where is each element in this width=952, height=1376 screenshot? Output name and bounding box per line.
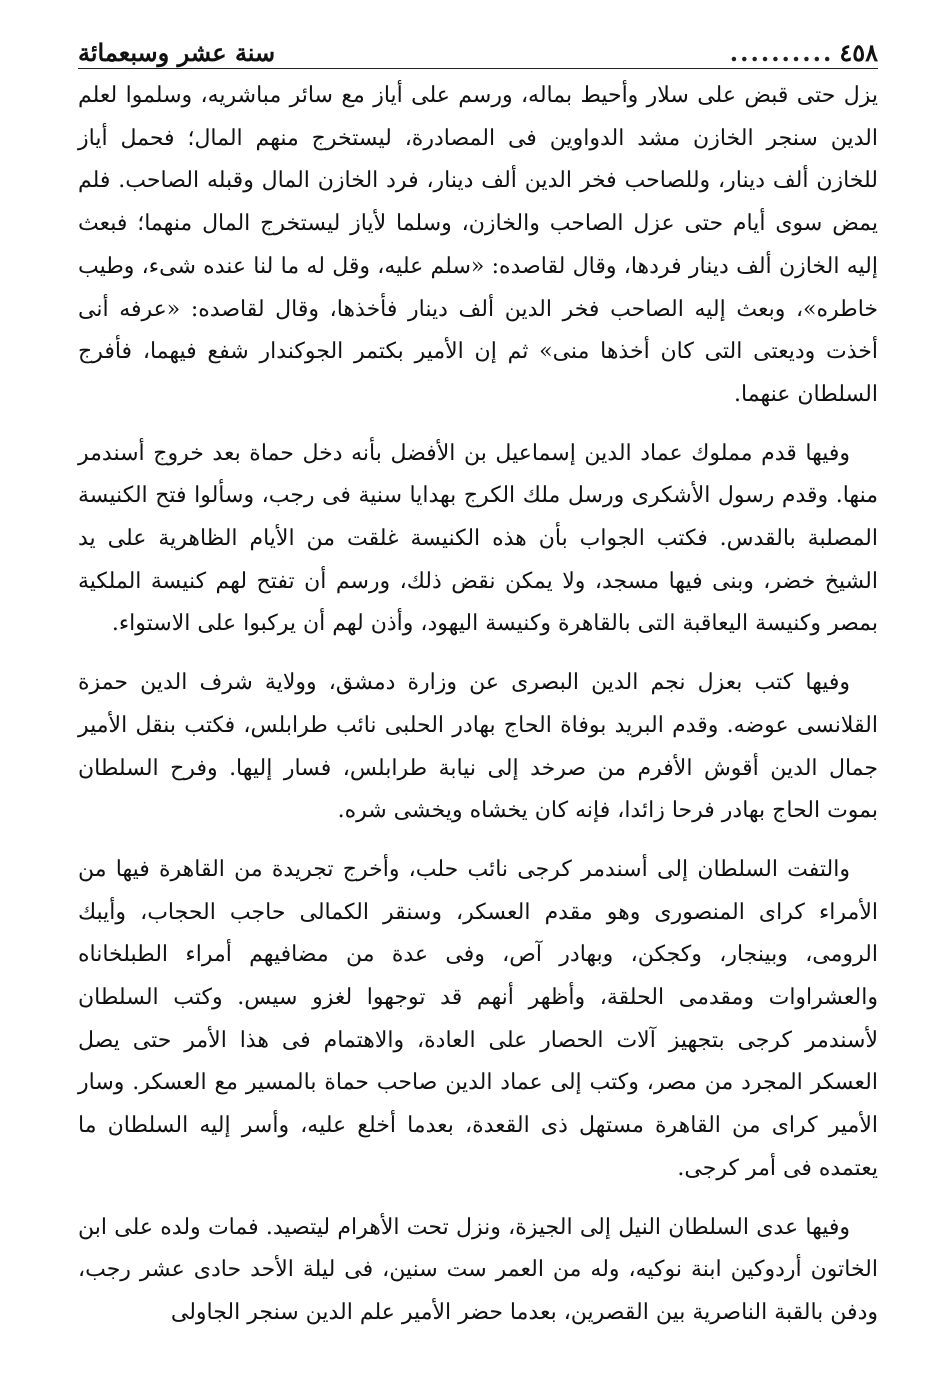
paragraph-3: وفيها كتب بعزل نجم الدين البصرى عن وزارة دمشق، وولاية شرف الدين حمزة القلانسى عوضه. وقدم البريد بوفاة الحاج بهادر الحلبى نائب طرابلس، فكتب بنقل الأمير جمال الدين أقوش الأفرم من صرخد إلى نيابة طرابلس، فسار إليها. وفرح السلطان بموت الحاج بهادر فرحا زائدا، فإنه كان يخشاه ويخشى شره. [78,670,878,824]
paragraph-4: والتفت السلطان إلى أسندمر كرجى نائب حلب، وأخرج تجريدة من القاهرة فيها من الأمراء كراى المنصورى وهو مقدم العسكر، وسنقر الكمالى حاجب الحجاب، وأيبك الرومى، وبينجار، وكجكن، وبهادر آص، وفى عدة من مضافيهم أمراء الطبلخاناه والعشراوات ومقدمى الحلقة، وأظهر أنهم قد توجهوا لغزو سيس. وكتب السلطان لأسندمر كرجى بتجهيز آلات الحصار على العادة، والاهتمام فى هذا الأمر حتى يصل العسكر المجرد من مصر، وكتب إلى عماد الدين صاحب حماة بالمسير مع العسكر. وسار الأمير كراى من القاهرة مستهل ذى القعدة، بعدما أخلع عليه، وأسر إليه السلطان ما يعتمده فى أمر كرجى. [78,856,878,1181]
chapter-title: سنة عشر وسبعمائة [78,38,276,67]
paragraph-1: يزل حتى قبض على سلار وأحيط بماله، ورسم على أياز مع سائر مباشريه، وسلموا لعلم الدين سنجر الخازن مشد الدواوين فى المصادرة، ليستخرج منهم المال؛ فحمل أياز للخازن ألف دينار، وللصاحب فخر الدين ألف دينار، فرد الخازن المال وقبله الصاحب. فلم يمض سوى أيام حتى عزل الصاحب والخازن، وسلما لأياز ليستخرج المال منهما؛ فبعث إليه الخازن ألف دينار فردها، وقال لقاصده: «سلم عليه، وقل له ما لنا عنده شىء، وطيب خاطره»، وبعث إليه الصاحب فخر الدين ألف دينار فأخذها، وقال لقاصده: «عرفه أنى أخذت وديعتى التى كان أخذها منى» ثم إن الأمير بكتمر الجوكندار شفع فيهما، فأفرج السلطان عنهما. [78,83,878,407]
running-head [78,30,878,69]
paragraph-2: وفيها قدم مملوك عماد الدين إسماعيل بن الأفضل بأنه دخل حماة بعد خروج أسندمر منها. وقدم رسول الأشكرى ورسل ملك الكرج بهدايا سنية فى رجب، وسألوا فتح الكنيسة المصلبة بالقدس. فكتب الجواب بأن هذه الكنيسة غلقت من الأيام الظاهرية على يد الشيخ خضر، وبنى فيها مسجد، ولا يمكن نقض ذلك، ورسم أن تفتح لهم كنيسة الملكية بمصر وكنيسة اليعاقبة التى بالقاهرة وكنيسة اليهود، وأذن لهم أن يركبوا على الاستواء. [78,440,878,637]
leader-dots: .......... [729,38,834,67]
book-page [78,30,878,1370]
paragraph-5: وفيها عدى السلطان النيل إلى الجيزة، ونزل تحت الأهرام ليتصيد. فمات ولده على ابن الخاتون أردوكين ابنة نوكيه، وله من العمر ست سنين، فى ليلة الأحد حادى عشر رجب، ودفن بالقبة الناصرية بين القصرين، بعدما حضر الأمير علم الدين سنجر الجاولى [78,1214,878,1325]
page-number: ٤٥٨ [839,38,878,67]
page-body [78,75,878,1335]
